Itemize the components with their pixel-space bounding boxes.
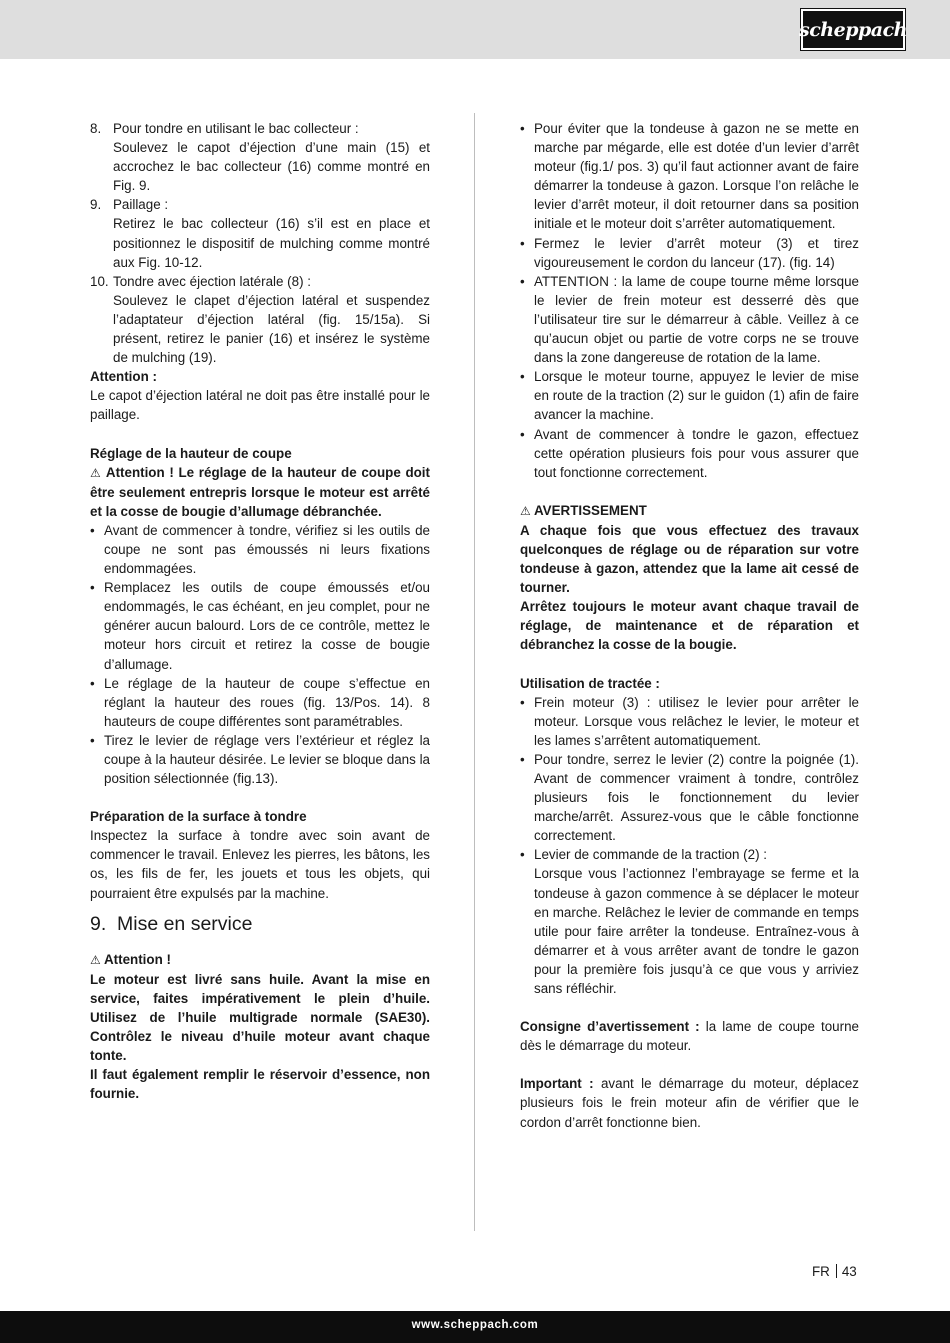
numbered-item xyxy=(90,195,430,214)
important: Important : avant le démarrage du moteur, déplacez plusieurs fois le frein moteur afin de vérifier que le cordon d’arrêt fonctionne bien. xyxy=(520,1076,859,1130)
section-heading xyxy=(90,912,430,936)
list-item: • ATTENTION : la lame de coupe tourne même lorsque le levier de frein moteur est desserré dès que l’utilisateur tire sur le démarreur à câble. Veillez à ce qu’aucun objet ou partie de votre corps ne se trouve dans la zone dangereuse de rotation de la lame. xyxy=(520,272,859,367)
column-divider xyxy=(474,113,475,1231)
list-item: • Avant de commencer à tondre, vérifiez si les outils de coupe ne sont pas émoussés ni leurs fixations endommagées. xyxy=(90,521,430,578)
section-number: 9. xyxy=(90,912,107,935)
numbered-item xyxy=(90,119,430,138)
list-item: • Fermez le levier d’arrêt moteur (3) et tirez vigoureusement le cordon du lanceur (17). (fig. 14) xyxy=(520,234,859,272)
list-item: • Avant de commencer à tondre le gazon, effectuez cette opération plusieurs fois pour vous assurer que tout fonctionne correctement. xyxy=(520,425,859,482)
separator xyxy=(836,1264,837,1278)
warning-triangle-icon: ⚠ xyxy=(90,952,101,967)
bullet-text: Tirez le levier de réglage vers l’extérieur et réglez la coupe à la hauteur désirée. Le levier se bloque dans la position sélectionnée (fig.13). xyxy=(104,732,430,787)
list-item: • Levier de commande de la traction (2) : Lorsque vous l’actionnez l’embrayage se ferme et la tondeuse à gazon commence à se déplacer le moteur en marche. Relâchez le levier de commande en temps utile pour faire arrêter la tondeuse. Entraînez-vous à démarrer et à vous arrêter avant de tondre le gazon pour la première fois jusqu’à ce que vous y arriviez sans réfléchir. xyxy=(520,845,859,998)
warning-text: Attention ! Le réglage de la hauteur de coupe doit être seulement entrepris lorsque le moteur est arrêté et la cosse de bougie d’allumage débranchée. xyxy=(90,464,430,519)
prep-text: Inspectez la surface à tondre avec soin avant de commencer le travail. Enlevez les pierres, les bâtons, les os, les fils de fer, les jouets et tous les objets, qui pourraient être expulsés par la machine. xyxy=(90,828,430,901)
item-body: Retirez le bac collecteur (16) s’il est en place et positionnez le dispositif de mulching comme montré aux Fig. 10-12. xyxy=(113,216,430,270)
bullet-text: Levier de commande de la traction (2) : xyxy=(534,847,767,863)
left-column xyxy=(90,119,430,1103)
list-item: • Frein moteur (3) : utilisez le levier pour arrêter le moteur. Lorsque vous relâchez le levier, le moteur et les lames s’arrêtent automatiquement. xyxy=(520,694,859,748)
right-column xyxy=(520,119,859,1132)
traction-title: Utilisation de tractée : xyxy=(520,675,660,691)
list-item: • Lorsque le moteur tourne, appuyez le levier de mise en route de la traction (2) sur le guidon (1) afin de faire avancer la machine. xyxy=(520,367,859,424)
bullet-text: Fermez le levier d’arrêt moteur (3) et tirez vigoureusement le cordon du lanceur (17). (fig. 14) xyxy=(534,235,859,270)
bullet-text: Avant de commencer à tondre le gazon, effectuez cette opération plusieurs fois pour vous assurer que tout fonctionne correctement. xyxy=(534,426,859,480)
bullet-extra: Lorsque vous l’actionnez l’embrayage se ferme et la tondeuse à gazon commence à se déplacer le moteur en marche. Relâchez le levier de commande en temps utile pour faire arrêter la tondeuse. Entraînez-vous à démarrer et à vous arrêter avant de tondre le gazon pour la première fois jusqu’à ce que vous y arriviez sans réfléchir. xyxy=(534,866,859,997)
item-title: Pour tondre en utilisant le bac collecteur : xyxy=(113,121,359,136)
website-url: www.scheppach.com xyxy=(411,1319,539,1331)
bullet-text: Lorsque le moteur tourne, appuyez le levier de mise en route de la traction (2) sur le guidon (1) afin de faire avancer la machine. xyxy=(534,369,859,423)
consigne: Consigne d’avertissement : la lame de coupe tourne dès le démarrage du moteur. xyxy=(520,1019,859,1054)
service-text-1: Le moteur est livré sans huile. Avant la mise en service, faites impérativement le plein d’huile. Utilisez de l’huile multigrade normale (SAE30). Contrôlez le niveau d’huile moteur avant chaque tonte. xyxy=(90,971,430,1064)
list-item: • Remplacez les outils de coupe émoussés et/ou endommagés, le cas échéant, en jeu complet, pour ne générer aucun balourd. Lors de ce contrôle, mettez le moteur hors circuit et retirez la cosse de bougie d’allumage. xyxy=(90,578,430,673)
warning-heading: ⚠ AVERTISSEMENT xyxy=(520,502,647,518)
bullet-text: Pour éviter que la tondeuse à gazon ne se mette en marche par mégarde, elle est dotée d’un levier d’arrêt moteur (fig.1/ pos. 3) qu’il faut actionner avant de faire démarrer la tondeuse à gazon. Lorsque l’on relâche le levier d’arrêt moteur, il doit retourner dans sa position initiale et le moteur doit s’arrêter automatiquement. xyxy=(534,121,859,232)
warning-text-2: Arrêtez toujours le moteur avant chaque travail de réglage, de maintenance et de réparation et débranchez la cosse de la bougie. xyxy=(520,599,859,653)
numbered-item xyxy=(90,272,430,291)
list-item: • Tirez le levier de réglage vers l’extérieur et réglez la coupe à la hauteur désirée. Le levier se bloque dans la position sélectionnée (fig.13). xyxy=(90,731,430,788)
bullet-text: Pour tondre, serrez le levier (2) contre la poignée (1). Avant de commencer vraiment à tondre, contrôlez plusieurs fois le fonctionnement du levier marche/arrêt. Assurez-vous que le câble fonctionne correctement. xyxy=(534,751,859,844)
bullet-text: Le réglage de la hauteur de coupe s’effectue en réglant la hauteur des roues (fig. 13/Pos. 14). 8 hauteurs de coupe différentes sont paramétrables. xyxy=(104,675,430,729)
page-num: 43 xyxy=(841,1264,857,1279)
service-text-2: Il faut également remplir le réservoir d’essence, non fournie. xyxy=(90,1067,430,1102)
section-title: Mise en service xyxy=(117,912,253,935)
item-body: Soulevez le capot d’éjection d’une main (15) et accrochez le bac collecteur (16) comme montré en Fig. 9. xyxy=(113,140,430,194)
attention-text: Le capot d’éjection latéral ne doit pas être installé pour le paillage. xyxy=(90,388,430,423)
bullet-text: ATTENTION : la lame de coupe tourne même lorsque le levier de frein moteur est desserré dès que l’utilisateur tire sur le démarreur à câble. Veillez à ce qu’aucun objet ou partie de votre corps ne se trouve dans la zone dangereuse de rotation de la lame. xyxy=(534,273,859,366)
item-body: Soulevez le clapet d’éjection latéral et suspendez l’adaptateur d’éjection latéral (fig. 15/15a). Si présent, retirez le panier (16) et insérez le système de mulching (19). xyxy=(113,292,430,366)
item-title: Paillage : xyxy=(113,197,169,213)
prep-title: Préparation de la surface à tondre xyxy=(90,809,307,825)
scheppach-logo xyxy=(801,9,905,50)
item-title: Tondre avec éjection latérale (8) : xyxy=(113,273,311,289)
service-attention: ⚠ Attention ! xyxy=(90,951,171,967)
bullet-text: Avant de commencer à tondre, vérifiez si les outils de coupe ne sont pas émoussés ni leurs fixations endommagées. xyxy=(104,522,430,577)
item-number: 9. xyxy=(90,197,102,213)
bullet-text: Remplacez les outils de coupe émoussés et/ou endommagés, le cas échéant, en jeu complet, pour ne générer aucun balourd. Lors de ce contrôle, mettez le moteur hors circuit et retirez la cosse de bougie d’allumage. xyxy=(104,580,430,672)
warning-text-1: A chaque fois que vous effectuez des travaux quelconques de réglage ou de réparation sur votre tondeuse à gazon, attendez que la lame ait cessé de tourner. xyxy=(520,522,859,596)
list-item: • Pour tondre, serrez le levier (2) contre la poignée (1). Avant de commencer vraiment à tondre, contrôlez plusieurs fois le fonctionnement du levier marche/arrêt. Assurez-vous que le câble fonctionne correctement. xyxy=(520,751,859,844)
footer-bar xyxy=(0,1311,950,1343)
list-item: • Pour éviter que la tondeuse à gazon ne se mette en marche par mégarde, elle est dotée d’un levier d’arrêt moteur (fig.1/ pos. 3) qu’il faut actionner avant de faire démarrer la tondeuse à gazon. Lorsque l’on relâche le levier d’arrêt moteur, il doit retourner dans sa position initiale et le moteur doit s’arrêter automatiquement. xyxy=(520,119,859,234)
page-number xyxy=(812,1264,857,1279)
warning-triangle-icon: ⚠ xyxy=(90,465,102,480)
cut-height-warning xyxy=(90,463,430,521)
language-code: FR xyxy=(812,1264,830,1279)
item-number: 10. xyxy=(90,273,109,289)
warning-triangle-icon: ⚠ xyxy=(520,503,531,518)
list-item: • Le réglage de la hauteur de coupe s’effectue en réglant la hauteur des roues (fig. 13/Pos. 14). 8 hauteurs de coupe différentes sont paramétrables. xyxy=(90,674,430,731)
cut-height-title: Réglage de la hauteur de coupe xyxy=(90,445,292,461)
bullet-text: Frein moteur (3) : utilisez le levier pour arrêter le moteur. Lorsque vous relâchez le levier, le moteur et les lames s’arrêtent automatiquement. xyxy=(534,694,859,748)
logo-text: scheppach xyxy=(799,18,907,41)
item-number: 8. xyxy=(90,121,102,136)
attention-label: Attention : xyxy=(90,369,157,385)
